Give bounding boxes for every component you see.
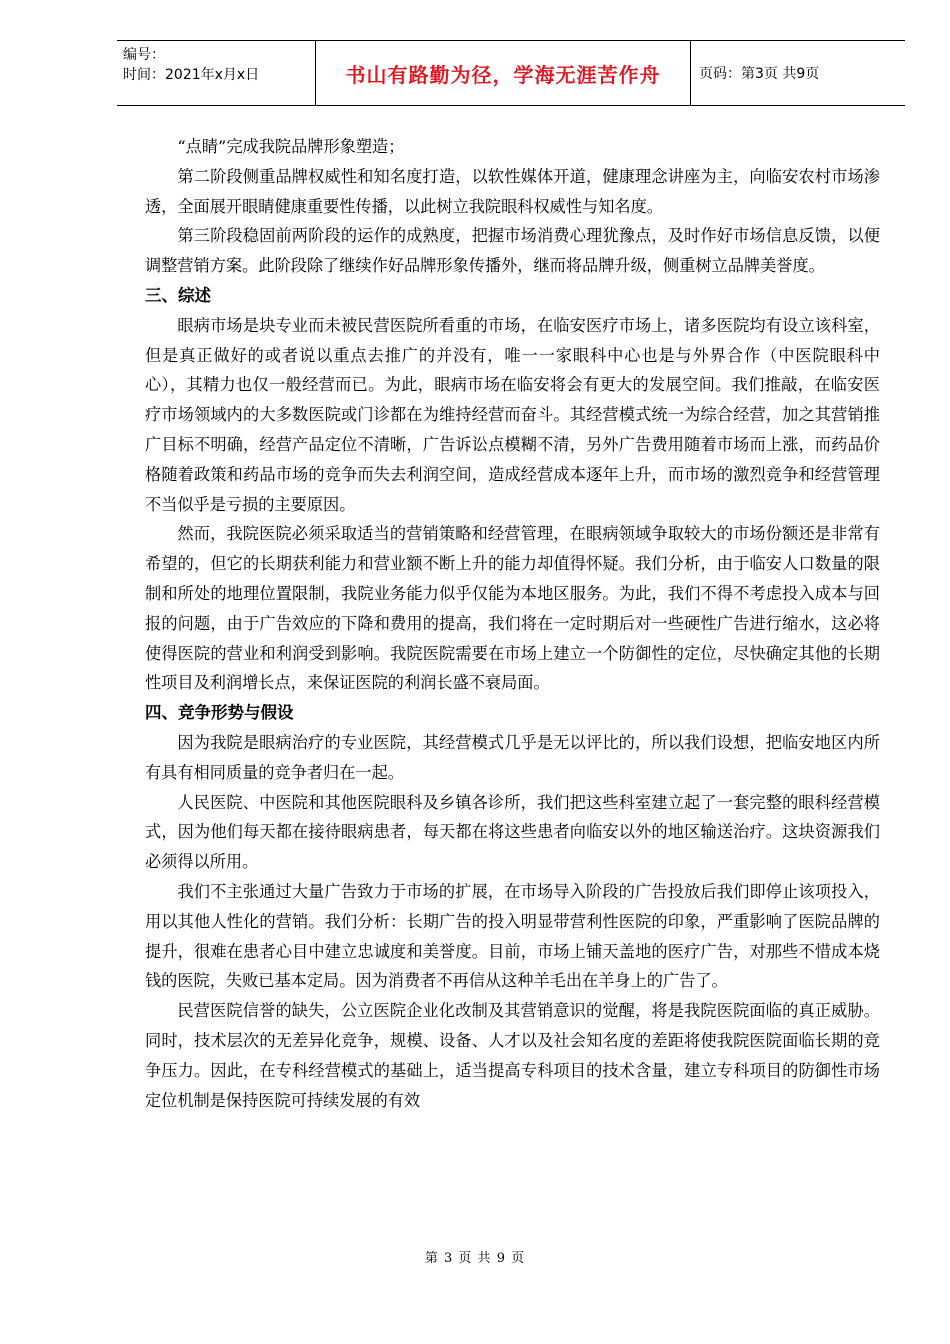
header-motto: 书山有路勤为径，学海无涯苦作舟	[316, 41, 691, 105]
header-page-label: 页码：第3页 共9页	[699, 66, 820, 82]
paragraph: 然而，我院医院必须采取适当的营销策略和经营管理，在眼病领域争取较大的市场份额还是非常有希望的，但它的长期获利能力和营业额不断上升的能力却值得怀疑。我们分析，由于临安人口数量的限制和所处的地理位置限制，我院业务能力似乎仅能为本地区服务。为此，我们不得不考虑投入成本与回报的问题，由于广告效应的下降和费用的提高，我们将在一定时期后对一些硬性广告进行缩水，这必将使得医院的营业和利润受到影响。我院医院需要在市场上建立一个防御性的定位，尽快确定其他的长期性项目及利润增长点，来保证医院的利润长盛不衰局面。	[145, 524, 880, 693]
document-time-label: 时间：2021年x月x日	[123, 67, 260, 83]
page-header	[117, 40, 905, 106]
paragraph: 民营医院信誉的缺失，公立医院企业化改制及其营销意识的觉醒，将是我院医院面临的真正威胁。同时，技术层次的无差异化竞争，规模、设备、人才以及社会知名度的差距将使我院医院面临长期的竞争压力。因此，在专科经营模式的基础上，适当提高专科项目的技术含量，建立专科项目的防御性市场定位机制是保持医院可持续发展的有效	[145, 1001, 880, 1110]
section-heading-competition: 四、竞争形势与假设	[145, 703, 294, 723]
section-heading-summary: 三、综述	[145, 285, 211, 305]
header-meta	[117, 41, 316, 105]
document-body	[145, 132, 880, 1115]
paragraph: 眼病市场是块专业而未被民营医院所看重的市场，在临安医疗市场上，诸多医院均有设立该科室，但是真正做好的或者说以重点去推广的并没有，唯一一家眼科中心也是与外界合作（中医院眼科中心），其精力也仅一般经营而已。为此，眼病市场在临安将会有更大的发展空间。我们推敲，在临安医疗市场领域内的大多数医院或门诊都在为维持经营而奋斗。其经营模式统一为综合经营，加之其营销推广目标不明确，经营产品定位不清晰，广告诉讼点模糊不清，另外广告费用随着市场而上涨，而药品价格随着政策和药品市场的竞争而失去利润空间，造成经营成本逐年上升，而市场的激烈竞争和经营管理不当似乎是亏损的主要原因。	[145, 315, 880, 514]
paragraph: 第三阶段稳固前两阶段的运作的成熟度，把握市场消费心理犹豫点，及时作好市场信息反馈，以便调整营销方案。此阶段除了继续作好品牌形象传播外，继而将品牌升级，侧重树立品牌美誉度。	[145, 226, 880, 276]
paragraph: 因为我院是眼病治疗的专业医院，其经营模式几乎是无以评比的，所以我们设想，把临安地区内所有具有相同质量的竞争者归在一起。	[145, 732, 880, 782]
page-footer: 第 3 页 共 9 页	[424, 1251, 526, 1266]
paragraph: 人民医院、中医院和其他医院眼科及乡镇各诊所，我们把这些科室建立起了一套完整的眼科经营模式，因为他们每天都在接待眼病患者，每天都在将这些患者向临安以外的地区输送治疗。这块资源我们必须得以所用。	[145, 792, 880, 872]
paragraph: 我们不主张通过大量广告致力于市场的扩展，在市场导入阶段的广告投放后我们即停止该项投入，用以其他人性化的营销。我们分析：长期广告的投入明显带营利性医院的印象，严重影响了医院品牌的提升，很难在患者心目中建立忠诚度和美誉度。目前，市场上铺天盖地的医疗广告，对那些不惜成本烧钱的医院，失败已基本定局。因为消费者不再信从这种羊毛出在羊身上的广告了。	[145, 881, 880, 991]
document-number-label: 编号：	[123, 47, 165, 63]
paragraph: 第二阶段侧重品牌权威性和知名度打造，以软性媒体开道，健康理念讲座为主，向临安农村市场渗透，全面展开眼睛健康重要性传播，以此树立我院眼科权威性与知名度。	[145, 166, 880, 216]
paragraph: “点睛”完成我院品牌形象塑造；	[177, 137, 405, 156]
